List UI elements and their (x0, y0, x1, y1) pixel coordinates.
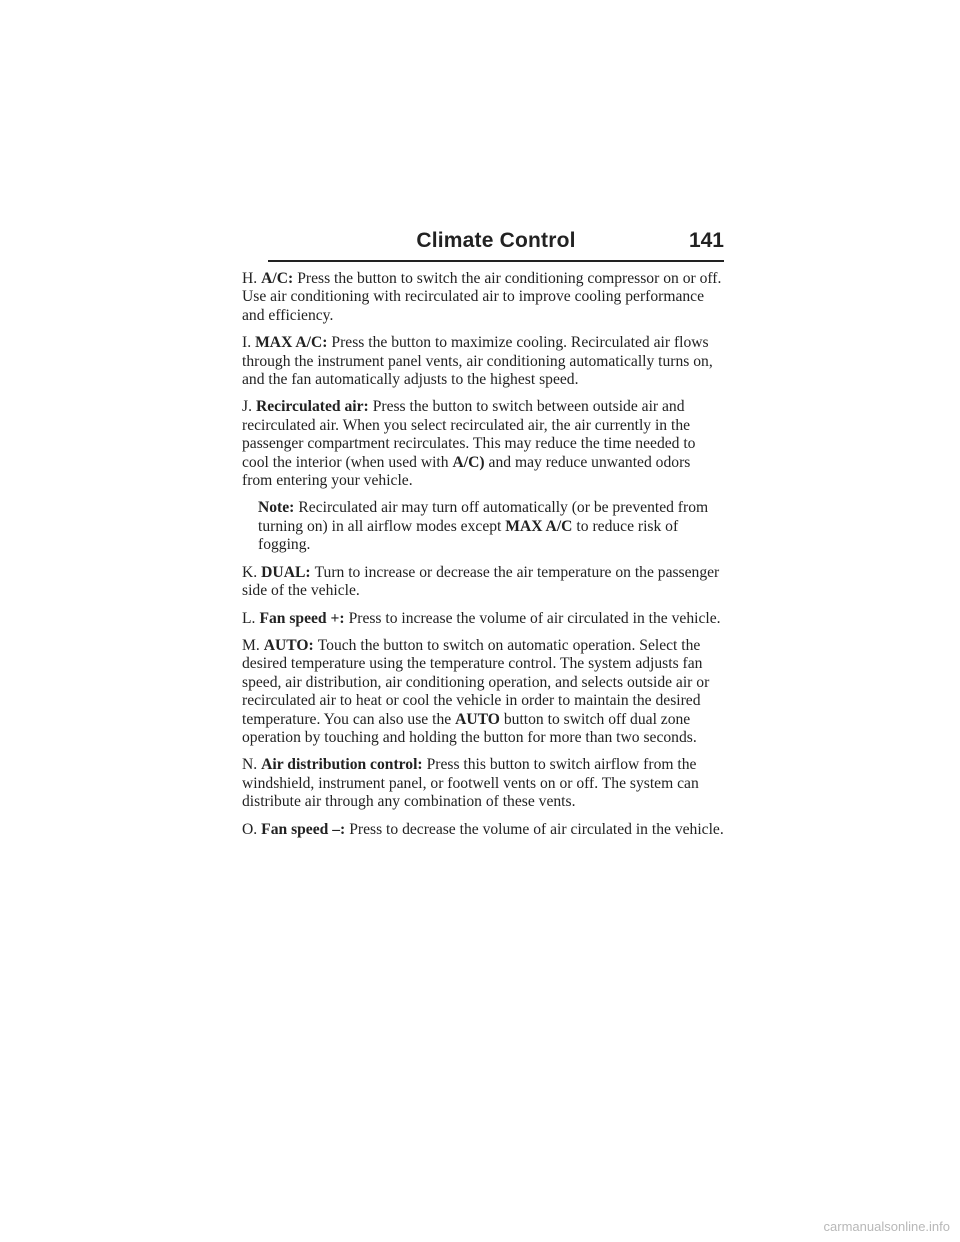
item-term: DUAL: (261, 563, 311, 581)
watermark-link[interactable]: carmanualsonline.info (823, 1219, 950, 1234)
note-inline-bold: MAX A/C (505, 517, 573, 535)
item-letter: M. (242, 636, 260, 654)
item-term: MAX A/C: (255, 334, 328, 352)
item-text-after: and may reduce unwanted odors from entering your vehicle. (242, 453, 691, 490)
list-item-h (242, 270, 724, 325)
item-term: AUTO: (263, 636, 314, 654)
item-text: Press the button to switch the air conditioning compressor on or off. Use air conditioning with recirculated air to improve cooling performance and efficiency. (242, 270, 722, 324)
item-text: Press the button to switch between outside air and recirculated air. When you select recirculated air, the air currently in the passenger compartment recirculates. This may reduce the time needed to cool the interior (when used with (242, 398, 696, 471)
item-term: Air distribution control: (261, 756, 423, 774)
list-item-m (242, 637, 724, 747)
item-inline-bold: A/C) (452, 453, 485, 471)
item-letter: N. (242, 756, 258, 774)
item-text: Press to decrease the volume of air circulated in the vehicle. (349, 820, 724, 838)
list-item-j (242, 398, 724, 490)
page-header (268, 226, 724, 262)
item-letter: O. (242, 820, 258, 838)
item-term: Fan speed –: (261, 820, 346, 838)
page-number: 141 (688, 229, 724, 252)
item-text-after: button to switch off dual zone operation by touching and holding the button for more than two seconds. (242, 710, 697, 746)
item-text: Press this button to switch airflow from the windshield, instrument panel, or footwell vents on or off. The system can distribute air through any combination of these vents. (242, 756, 699, 811)
note-text: Recirculated air may turn off automatically (or be prevented from turning on) in all airflow modes except (258, 499, 709, 535)
item-letter: H. (242, 270, 258, 287)
item-term: Recirculated air: (255, 398, 369, 416)
item-text: Press the button to maximize cooling. Recirculated air flows through the instrument panel vents, air conditioning automatically turns on, and the fan automatically adjusts to the highest speed. (242, 334, 713, 389)
note-text-after: to reduce risk of fogging. (258, 517, 679, 554)
page-content (242, 270, 724, 848)
note-recirculated-air (258, 499, 724, 554)
list-item-l (242, 610, 724, 628)
item-term: A/C: (261, 270, 294, 287)
item-text: Press to increase the volume of air circulated in the vehicle. (348, 609, 721, 627)
item-text: Turn to increase or decrease the air temperature on the passenger side of the vehicle. (242, 563, 720, 600)
item-term: Fan speed +: (259, 609, 345, 627)
note-label: Note: (258, 499, 295, 517)
item-letter: J. (242, 398, 252, 416)
list-item-i (242, 334, 724, 389)
item-letter: K. (242, 563, 258, 581)
item-letter: I. (242, 334, 252, 352)
list-item-o (242, 821, 724, 839)
item-letter: L. (242, 609, 256, 627)
list-item-n (242, 756, 724, 811)
section-title: Climate Control (416, 229, 576, 252)
list-item-k (242, 564, 724, 601)
item-inline-bold: AUTO (455, 710, 500, 728)
item-text: Touch the button to switch on automatic operation. Select the desired temperature using the temperature control. The system adjusts fan speed, air distribution, air conditioning operation, and selects outside air or recirculated air to heat or cool the vehicle in order to maintain the desired temperature. You can also use the (242, 636, 710, 728)
